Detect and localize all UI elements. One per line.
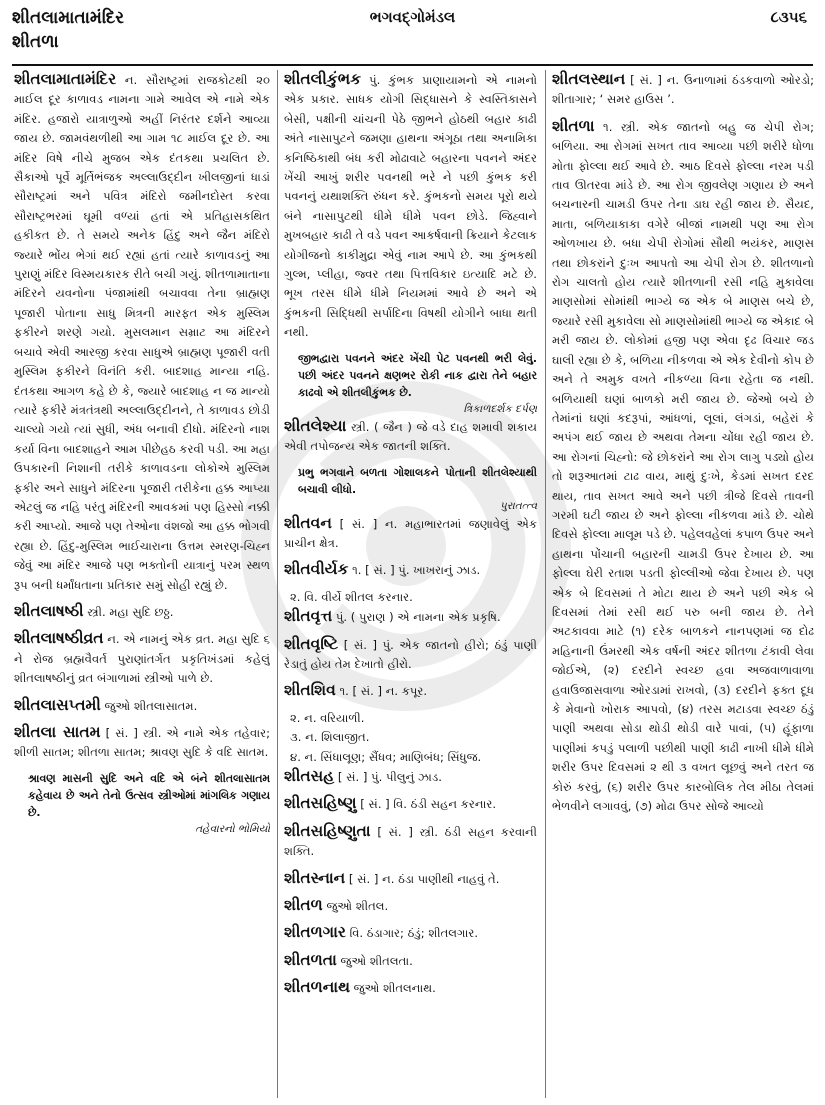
sense-item: ૪. ન. સિંધાલૂણ; સૈંધવ; માણિબંધ; સિંધુજ. bbox=[290, 749, 482, 764]
running-header bbox=[0, 0, 825, 66]
dictionary-entry bbox=[14, 723, 270, 763]
dictionary-entry bbox=[284, 417, 537, 457]
headword: શીતળ bbox=[284, 896, 323, 914]
headword: શીતસહિષ્ણુ bbox=[284, 794, 357, 813]
definition-text: ૧. [ સં. ] પું. ખાખરાનું ઝાડ. bbox=[348, 563, 481, 578]
headword: શીતળગાર bbox=[284, 923, 346, 942]
definition-text: જુઓ શીતલ. bbox=[322, 899, 389, 913]
quote-source: પુરાતત્ત્વ bbox=[499, 499, 537, 512]
headword: શીતવન bbox=[284, 513, 332, 532]
dictionary-entry bbox=[14, 696, 270, 716]
dictionary-entry bbox=[284, 896, 537, 916]
dictionary-entry bbox=[284, 951, 537, 971]
dictionary-entry bbox=[284, 794, 537, 814]
column-divider bbox=[277, 70, 278, 1098]
headword: શીતવૃત્ત bbox=[284, 607, 333, 626]
dictionary-entry bbox=[284, 681, 537, 701]
sense-item: ૨. ન. વરિયાળી. bbox=[290, 710, 365, 725]
headword: શીતવીર્યક bbox=[284, 560, 349, 579]
definition-text: પું. ( પુરાણ ) એ નામના એક પ્રકૃષિ. bbox=[332, 610, 501, 625]
dictionary-entry bbox=[284, 869, 537, 889]
page-number: ૮૩૫૬ bbox=[770, 8, 807, 26]
headword: શીતસ્નાન bbox=[284, 868, 346, 887]
dictionary-entry bbox=[284, 923, 537, 943]
dictionary-entry bbox=[284, 70, 537, 343]
headword: શીતળા bbox=[552, 116, 595, 135]
headword: શીતળતા bbox=[284, 950, 337, 969]
definition-text: [ સં. ] પું. એક જાતનો હીરો; ઠંડું પાણી રેડાતું હોય તેમ દેખાતો હીરો. bbox=[284, 637, 537, 671]
definition-text: ૧. [ સં. ] ન. કપૂર. bbox=[335, 684, 428, 699]
definition-text: [ સં. ] ન. ઠંડા પાણીથી નાહવું તે. bbox=[345, 871, 500, 886]
definition-text: [ સં. ] વિ. ઠંડી સહન કરનાર. bbox=[356, 797, 497, 812]
sense-item: ૨. વિ. વીર્યે શીતલ કરનાર. bbox=[290, 589, 413, 604]
dictionary-entry bbox=[284, 514, 537, 554]
headword: શીતસહ bbox=[284, 766, 335, 785]
definition-text: ન. સૌરાષ્ટ્રમાં રાજકોટથી ૨૦ માઈલ દૂર કાળાવડ નામના ગામે આવેલ એ નામે એક મંદિર. હજારો યાત્રાળુઓ અહીં નિરંતર દર્શને આવ્યા જાય છે. જામવંથળીથી આ ગામ ૧૮ માઈલ દૂર છે. આ મંદિર વિષે નીચે મુજબ એક દંતકથા પ્રચલિત છે. સૈકાઓ પૂર્વે મૂર્તિભંજક અલ્લાઉદ્દીન ખીલજીનાં ધાડાં સૌરાષ્ટ્રમાં અને પવિત્ર મંદિરો જમીનદોસ્ત કરવા સૌરાષ્ટ્રભરમાં ઘૂમી વળ્યાં હતાં એ પ્રતિહાસકથિત હકીકત છે. તે સમયે અનેક હિંદુ અને જૈન મંદિરો જ્યારે ભોંય ભેગાં થઈ રહ્યાં હતાં ત્યારે કાળાવડનું આ પુરાણું મંદિર વિસ્મયકારક રીતે બચી ગયું. શીતળામાતાના મંદિરને યવનોના પંજામાંથી બચાવવા તેના બ્રાહ્મણ પૂજારી પોતાના સાધુ મિત્રની મારફત એક મુસ્લિમ ફકીરને શરણે ગયો. મુસલમાન સમ્રાટ આ મંદિરને બચાવે એવી આરજી કરવા સાધુએ બ્રાહ્મણ પૂજારી વતી મુસ્લિમ ફકીરને વિનંતિ કરી. બાદશાહ માન્યા નહિ. દંતકથા આગળ કહે છે કે, જ્યારે બાદશાહ ન જ માન્યો ત્યારે ફકીરે મંત્રતંત્રથી અલ્લાઉદ્દીનને, તે કાળાવડ છોડી ચાલ્યો ગયો ત્યાં સુધી, અંધ બનાવી દીધો. મંદિરનો નાશ કર્યા વિના બાદશાહને આમ પીછેહઠ કરવી પડી. આ મહા ઉપકારની નિશાની તરીકે કાળાવડના લોકોએ મુસ્લિમ ફકીર અને સાધુને મંદિરના પૂજારી તરીકેના હક્ક આપ્યા એટલું જ નહિ પરંતુ મંદિરની આવકમાં પણ હિસ્સો નક્કી કરી આપ્યો. આજે પણ તેઓના વંશજો આ હક્ક ભોગવી રહ્યા છે. હિંદુ-મુસ્લિમ ભાઈચારાના ઉત્તમ સ્મરણ-ચિહ્ન જેવું આ મંદિર આજે પણ ભક્તોની યાત્રાનું પરમ સ્થળ રૂપ બની ધર્માંધતાના પ્રતિકાર સમું સોહી રહ્યું છે. bbox=[14, 73, 270, 592]
usage-quote: શ્રાવણ માસની સુદિ અને વદિ એ બંને શીતલાસાતમ કહેવાય છે અને તેનો ઉત્સવ સ્ત્રીઓમાં માંગલિક ગણાય છે. bbox=[28, 771, 270, 819]
definition-text: ૧. સ્ત્રી. એક જાતનો બહુ જ ચેપી રોગ; બળિયા. આ રોગમાં સખત તાવ આવ્યા પછી શરીરે ધોળા મોતા ફોલ્લા થઈ આવે છે. આઠ દિવસે ફોલ્લા નરમ પડી તાવ ઊતરવા માંડે છે. આ રોગ જીવલેણ ગણાય છે અને બચનારની ચામડી ઉપર તેના ડાઘ રહી જાય છે. સૈયદ, માતા, બળિયાકાકા વગેરે બીજાં નામથી પણ આ રોગ ઓળખાય છે. બધા ચેપી રોગોમાં સૌથી ભયંકર, માણસ તથા છોકરાંને દુઃખ આપતો આ ચેપી રોગ છે. શીતળાનો રોગ ચાલતો હોય ત્યારે શીતળાની રસી નહિ મુકાવેલા માણસોમાં સોમાંથી ભાગ્યે જ એક બે માણસ બચે છે, જ્યારે રસી મુકાવેલા સો માણસોમાંથી ભાગ્યે જ એકાદ બે મરી જાય છે. લોકોમાં હજી પણ એવા દૃઢ વિચાર જડ ઘાલી રહ્યા છે કે, બળિયા નીકળવા એ એક દેવીનો કોપ છે અને તે અમુક વખતે નીકળ્યા વિના રહેતા જ નથી. બળિયાથી ઘણાં બાળકો મરી જાય છે. જેઓ બચે છે તેમાંનાં ઘણાં કદરૂપાં, આંધળાં, લૂલાં, લંગડાં, બહેરાં કે અપંગ થઈ જાય છે અથવા તેમના ચોંધા રહી જાય છે. આ રોગનાં ચિહ્નો: જે છોકરાંને આ રોગ લાગુ પડ્યો હોય તો શરૂઆતમાં ટાઢ વાય, માથું દુઃખે, કેડમાં સખત દરદ થાય, તાવ સખત આવે અને પછી ત્રીજે દિવસે તાવની ગરમી ઘટી જાય છે અને ફોલ્લા નીકળવા માંડે છે. ચોથે દિવસે ફોલ્લા માલૂમ પડે છે. પહેલવહેલાં કપાળ ઉપર અને હાથના પોંચાની બહારની ચામડી ઉપર દેખાય છે. આ ફોલ્લા ઘેરી રતાશ પડતી ફોલ્લીઓ જેવા દેખાય છે. પણ એક બે દિવસમાં તે મોટા થાય છે અને પછી એક બે દિવસમાં તેમાં રસી થઈ પરુ બની જાય છે. તેને અટકાવવા માટે (૧) દરેક બાળકને નાનપણમાં જ દોઢ મહિનાની ઉંમરથી એક વર્ષની અંદર શીતળા ટંકાવી લેવા જોઈએ, (૨) દરદીને સ્વચ્છ હવા અજવાળાવાળા હવાઉજાસવાળા ઓરડામાં રાખવો, (૩) દરદીને ફક્ત દૂધ કે મેવાનો ખોરાક આપવો, (૪) તરસ મટાડવા સ્વચ્છ ઠંડું પાણી અથવા સોડા થોડી થોડી વારે પાવાં, (૫) હૂંફાળા પાણીમાં કપડું પલાળી પછીથી પાણી કાઢી નાખી ધીમે ધીમે શરીર ઉપર દિવસમાં ૨ થી ૩ વખત લૂછવું અને તરત જ કોરું કરવું, (૬) શરીર ઉપર કારબોલિક તેલ મીઠા તેલમાં ભેળવીને લગાવવું, (૭) મોઢા ઉપર સોજે આવ્યો bbox=[552, 119, 814, 814]
dictionary-entry bbox=[284, 560, 537, 580]
definition-text: જુઓ શીતલનાથ. bbox=[349, 981, 436, 996]
headword: શીતશિવ bbox=[284, 681, 336, 700]
definition-text: [ સં. ] સ્ત્રી. એ નામે એક તહેવાર; શીળી સાતમ; શીતળા સાતમ; શ્રાવણ સુદિ કે વદિ સાતમ. bbox=[14, 726, 270, 760]
definition-text: સ્ત્રી. ( જૈન ) જે વડે દાહ શમાવી શકાય એવી તપોજન્ય એક જાતની શક્તિ. bbox=[284, 419, 537, 454]
column-divider bbox=[545, 70, 546, 1098]
headword: શીતલાષષ્ઠીવ્રત bbox=[14, 629, 104, 648]
dictionary-entry bbox=[552, 70, 814, 110]
dictionary-entry bbox=[14, 629, 270, 688]
header-rule bbox=[12, 64, 813, 66]
book-title: ભગવદ્ગોમંડલ bbox=[369, 8, 456, 26]
column-1 bbox=[14, 70, 270, 1100]
definition-text: સ્ત્રી. મહા સુદિ છઠ્ઠ. bbox=[83, 604, 174, 619]
headword: શીતળનાથ bbox=[284, 978, 350, 997]
usage-quote: પ્રભુ ભગવાને બળતા ગોશાલકને પોતાની શીતલેશ્યાથી બચાવી લીધો. bbox=[298, 465, 537, 496]
headword: શીતલીકુંભક bbox=[284, 70, 362, 88]
headword: શીતસહિષ્ણુતા bbox=[284, 821, 371, 840]
dictionary-entry bbox=[284, 635, 537, 675]
dictionary-entry bbox=[14, 602, 270, 622]
definition-text: [ સં. ] પું. પીલુનું ઝાડ. bbox=[334, 769, 442, 784]
headword: શીતલાસપ્તમી bbox=[14, 695, 101, 714]
definition-text: પું. કુંભક પ્રાણાયામનો એ નામનો એક પ્રકાર. સાધક યોગી સિદ્ધાસને કે સ્વસ્તિકાસને બેસી, પક્ષીની ચાંચની પેઠે જીભને હોઠથી બહાર કાઢી અંતે નાસાપુટને જમણા હાથના અંગૂઠા તથા અનામિકા કનિષ્ઠિકાથી બંધ કરી મોઢાવાટે બહારના પવનને અંદર ખેંચી આખું શરીર પવનથી ભરે ને પછી કુંભક કરી પવનનું યથાશક્તિ રુંધન કરે. કુંભકનો સમય પૂરો થયે બંને નાસાપુટથી ધીમે ધીમે પવન છોડે. જિહ્વાને મુખબહાર કાઢી તે વડે પવન આકર્ષવાની ક્રિયાને કેટલાક યોગીજનો કાકીમુદ્રા એવું નામ આપે છે. આ કુંભકથી ગુલ્મ, પ્લીહા, જ્વર તથા પિત્તવિકાર ઇત્યાદિ મટે છે. ભૂખ તરસ ધીમે ધીમે નિયમમાં આવે છે અને એ કુંભકની સિદ્ધિથી સર્પાદિના વિષથી યોગીને બાધા થતી નથી. bbox=[284, 73, 537, 340]
headword: શીતલામાતામંદિર bbox=[14, 70, 117, 88]
definition-text: ન. એ નામનું એક વ્રત. મહા સુદિ ૬ ને રોજ બ્રહ્મવૈવર્ત પુરાણાંતર્ગત પ્રકૃતિખંડમાં કહેલું શીતલાષષ્ઠીનું વ્રત બંગાળામાં સ્ત્રીઓ પાળે છે. bbox=[14, 632, 270, 686]
definition-text: જુઓ શીતલાસાતમ. bbox=[100, 698, 198, 713]
guide-word-last: શીતળા bbox=[12, 32, 59, 52]
definition-text: વિ. ઠંડાગાર; ઠંડું; શીતલગાર. bbox=[345, 926, 479, 941]
dictionary-entry bbox=[284, 978, 537, 998]
dictionary-entry bbox=[284, 607, 537, 627]
definition-text: [ સં. ] સ્ત્રી. ઠંડી સહન કરવાની શક્તિ. bbox=[284, 824, 537, 859]
definition-text: જુઓ શીતલતા. bbox=[336, 953, 413, 968]
headword: શીતલસ્થાન bbox=[552, 70, 626, 88]
headword: શીતલેશ્યા bbox=[284, 416, 347, 435]
dictionary-entry bbox=[284, 767, 537, 787]
usage-quote: જીભદ્વારા પવનને અંદર ખેંચી પેટ પવનથી ભરી લેવું. પછી અંદર પવનને ક્ષણભર રોકી નાક દ્વારા તેને બહાર કાઢવો એ શીતલીકુંભક છે. bbox=[298, 351, 537, 399]
headword: શીતલા સાતમ bbox=[14, 723, 101, 741]
quote-source: તહેવારનો ભોમિયો bbox=[195, 822, 270, 835]
dictionary-entry bbox=[552, 117, 814, 817]
column-2 bbox=[284, 70, 537, 1100]
dictionary-entry bbox=[14, 70, 270, 595]
headword: શીતલાષષ્ઠી bbox=[14, 601, 84, 620]
sense-item: ૩. ન. શિલાજીત. bbox=[290, 730, 370, 745]
definition-text: [ સં. ] ન. ઉનાળામાં ઠંડકવાળો ઓરડો; શીતાગાર; ‘ સમર હાઉસ ’. bbox=[552, 73, 814, 107]
quote-source: ત્રિકાળદર્શક દર્પણ bbox=[463, 402, 537, 415]
guide-word-first: શીતલામાતામંદિર bbox=[12, 8, 124, 28]
headword: શીતવૃષ્ટિ bbox=[284, 634, 339, 653]
definition-text: [ સં. ] ન. મહાભારતમાં જણાવેલું એક પ્રાચીન ક્ષેત્ર. bbox=[284, 516, 537, 550]
dictionary-entry bbox=[284, 822, 537, 862]
column-3 bbox=[552, 70, 814, 1100]
